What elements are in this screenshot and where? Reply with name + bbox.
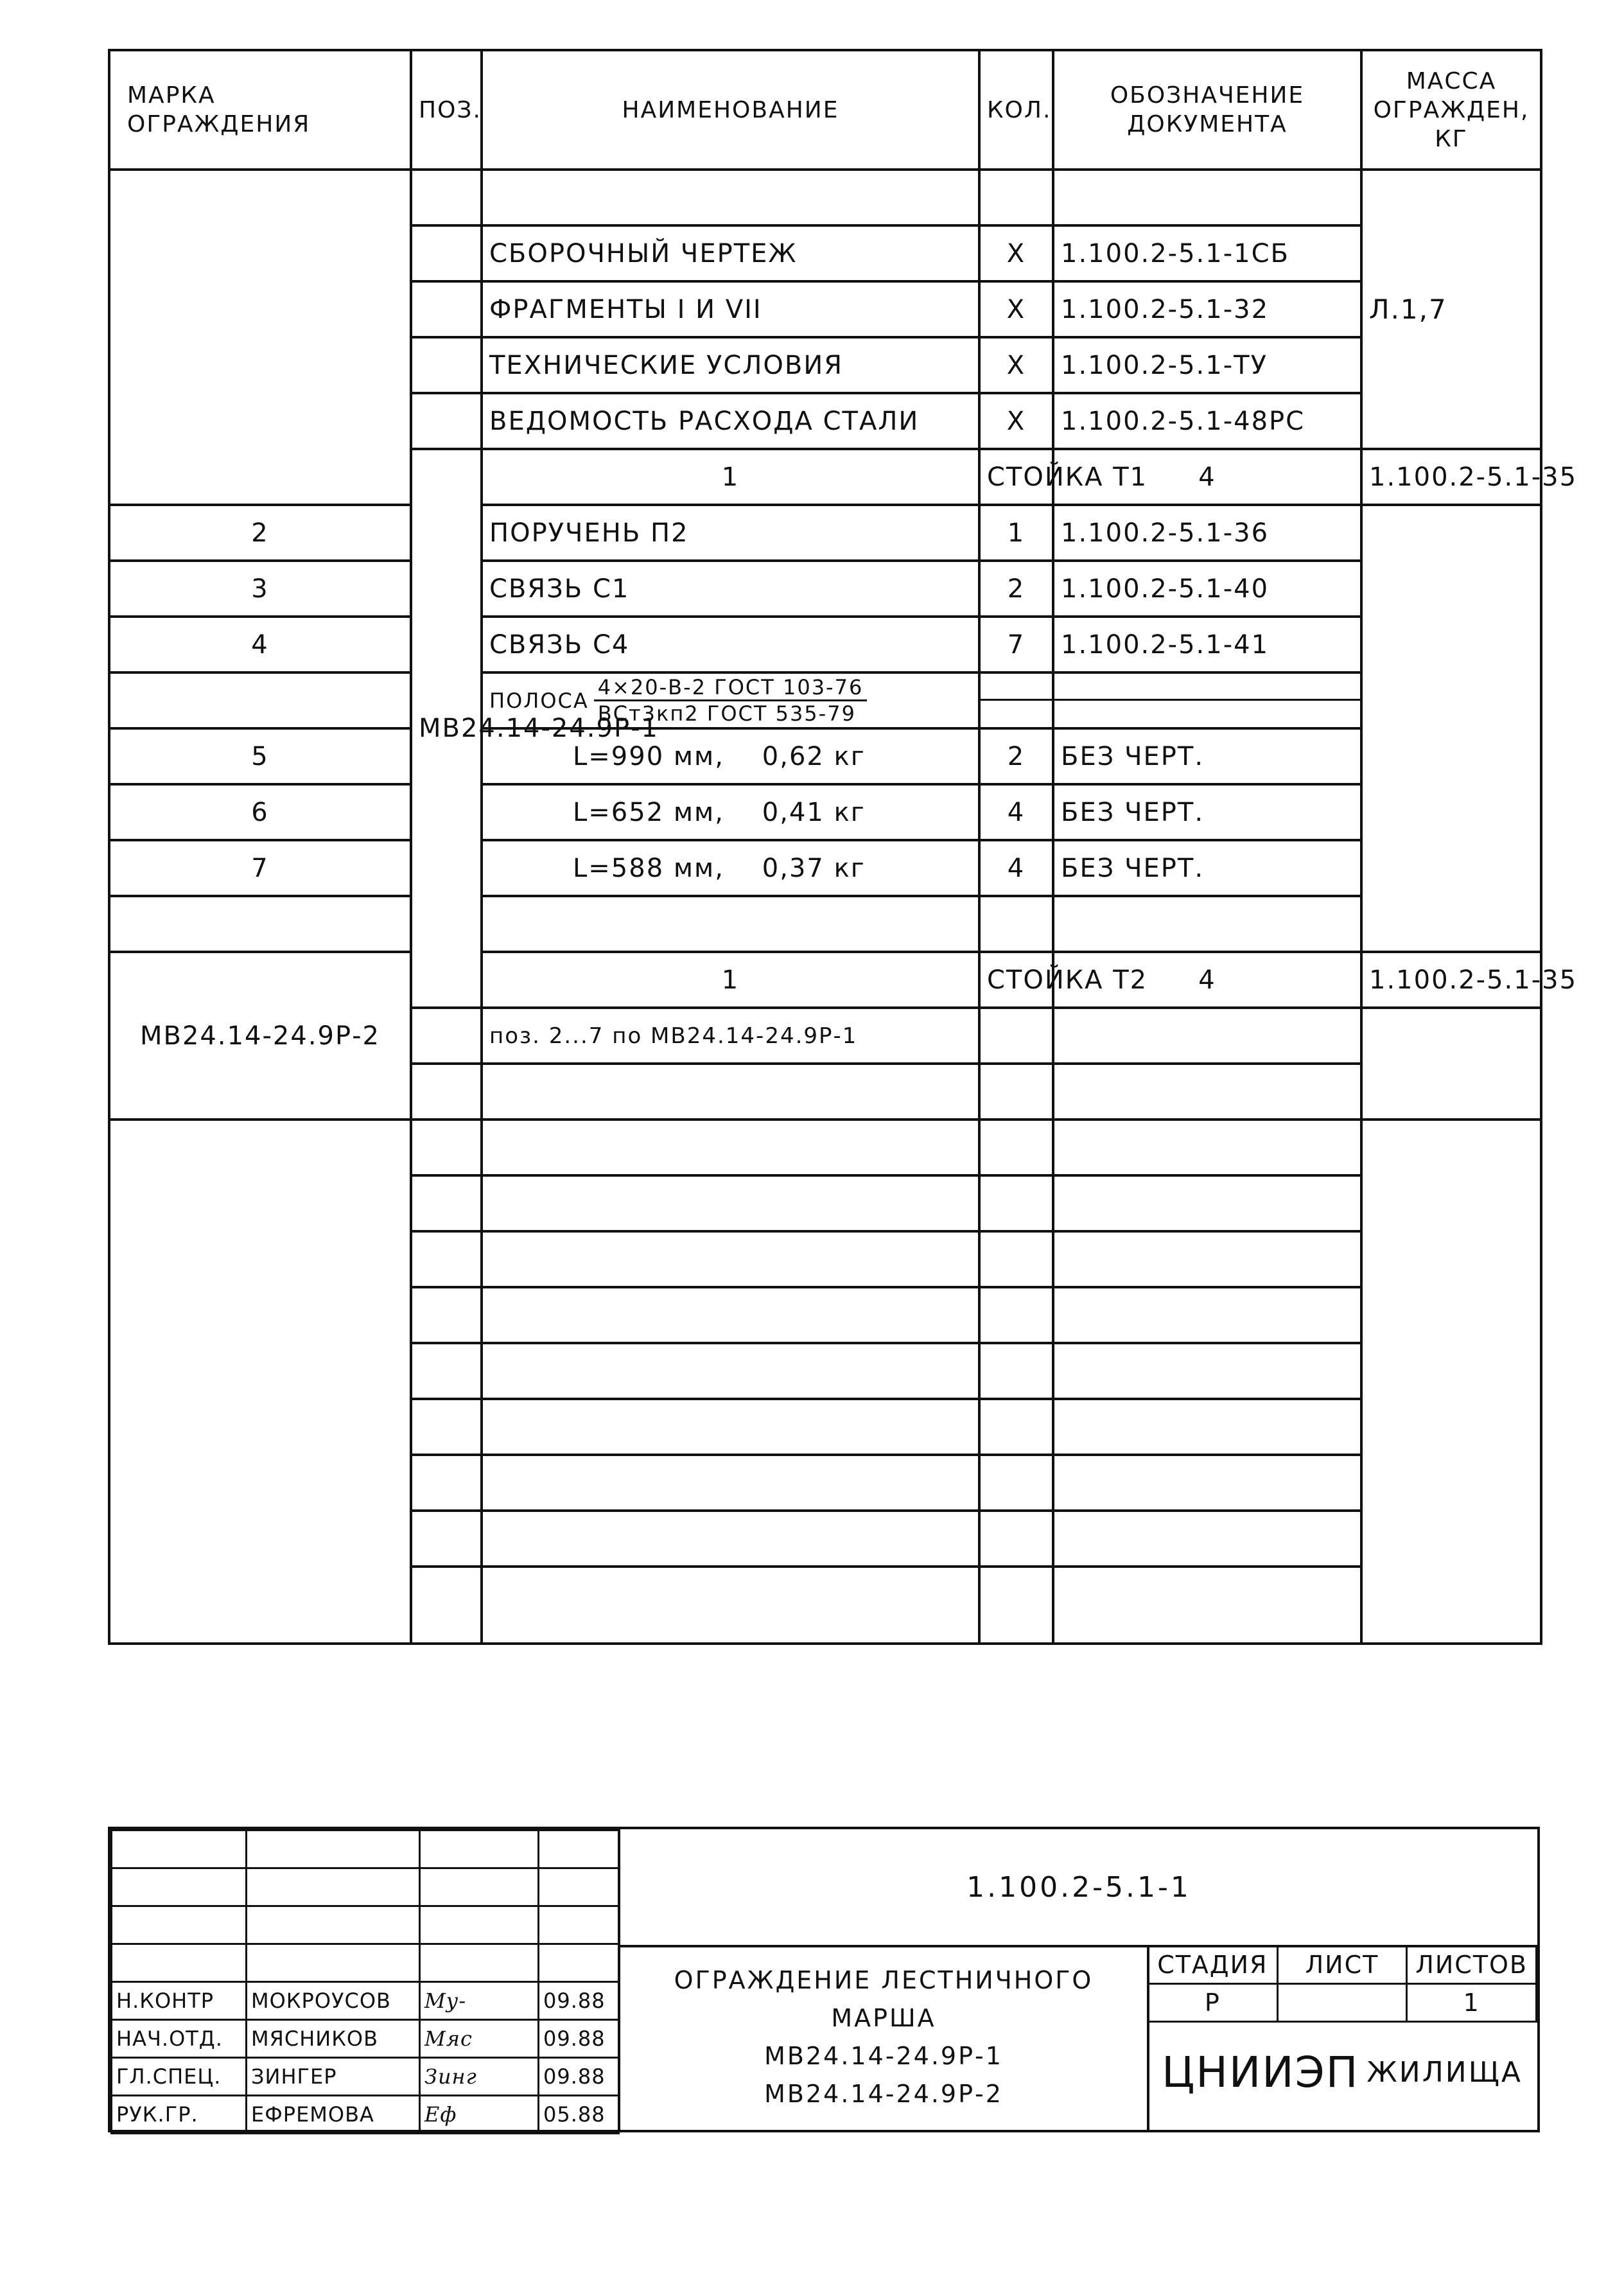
general-mass: Л.1,7 bbox=[1361, 170, 1541, 449]
signature-role: Н.КОНТР bbox=[112, 1982, 247, 2020]
table-row bbox=[109, 952, 1541, 1008]
header-qty: КОЛ. bbox=[979, 50, 1053, 170]
signature-row bbox=[112, 2020, 619, 2058]
doc-name: ФРАГМЕНТЫ I И VII bbox=[482, 281, 979, 337]
part-qty: 4 bbox=[1053, 952, 1361, 1008]
part-qty: 2 bbox=[979, 561, 1053, 617]
strip-spec-fraction bbox=[594, 675, 868, 726]
mark-cell-empty bbox=[109, 170, 411, 505]
part-qty: 2 bbox=[979, 728, 1053, 784]
pos-cell bbox=[411, 1008, 482, 1064]
doc-code: 1.100.2-5.1-1СБ bbox=[1053, 225, 1361, 281]
header-pos: ПОЗ. bbox=[411, 50, 482, 170]
table-row bbox=[109, 1120, 1541, 1175]
signature-name: МОКРОУСОВ bbox=[247, 1982, 420, 2020]
table-row bbox=[109, 505, 1541, 561]
title-block-main bbox=[618, 1829, 1537, 2130]
mark-mv-2: МВ24.14-24.9Р-2 bbox=[109, 952, 411, 1120]
doc-name: СБОРОЧНЫЙ ЧЕРТЕЖ bbox=[482, 225, 979, 281]
signature-handwritten: Зинг bbox=[420, 2058, 539, 2096]
drawing-title bbox=[620, 1945, 1149, 2130]
drawing-sheet bbox=[108, 49, 1578, 2132]
part-doc: 1.100.2-5.1-36 bbox=[1053, 505, 1361, 561]
table-row bbox=[109, 840, 1541, 896]
part-qty: 4 bbox=[979, 840, 1053, 896]
table-row bbox=[109, 728, 1541, 784]
doc-qty: Х bbox=[979, 225, 1053, 281]
sheets-header: ЛИСТОВ bbox=[1407, 1946, 1537, 1984]
signature-row bbox=[112, 2096, 619, 2134]
signature-date: 09.88 bbox=[539, 2058, 619, 2096]
pos-cell: 2 bbox=[109, 505, 411, 561]
part-length: L=588 мм, 0,37 кг bbox=[482, 840, 979, 896]
part-doc: 1.100.2-5.1-35 bbox=[1361, 952, 1541, 1008]
doc-qty: Х bbox=[979, 393, 1053, 449]
strip-steel-grade: ВСт3кп2 ГОСТ 535-79 bbox=[597, 701, 856, 726]
doc-name: ВЕДОМОСТЬ РАСХОДА СТАЛИ bbox=[482, 393, 979, 449]
signature-date: 09.88 bbox=[539, 1982, 619, 2020]
organization bbox=[1147, 2014, 1537, 2130]
signature-date: 05.88 bbox=[539, 2096, 619, 2134]
part-doc bbox=[1053, 1008, 1361, 1064]
part-qty: 7 bbox=[979, 617, 1053, 672]
header-mass: МАССА ОГРАЖДЕН, КГ bbox=[1361, 50, 1541, 170]
part-doc: БЕЗ ЧЕРТ. bbox=[1053, 784, 1361, 840]
strip-label: ПОЛОСА bbox=[489, 688, 589, 713]
org-main: ЦНИИЭП bbox=[1162, 2047, 1359, 2097]
signature-row bbox=[112, 1982, 619, 2020]
strip-material bbox=[482, 672, 979, 728]
part-qty: 4 bbox=[1053, 449, 1361, 505]
signature-handwritten: Мяс bbox=[420, 2020, 539, 2058]
part-length: L=652 мм, 0,41 кг bbox=[482, 784, 979, 840]
table-row bbox=[109, 896, 1541, 952]
signature-grid bbox=[110, 1829, 620, 2134]
doc-code: 1.100.2-5.1-ТУ bbox=[1053, 337, 1361, 393]
table-row bbox=[109, 170, 1541, 225]
signature-name: ЗИНГЕР bbox=[247, 2058, 420, 2096]
sheets-value: 1 bbox=[1407, 1984, 1537, 2022]
pos-cell: 1 bbox=[482, 449, 979, 505]
part-name: СВЯЗЬ С4 bbox=[482, 617, 979, 672]
pos-cell: 7 bbox=[109, 840, 411, 896]
signature-date: 09.88 bbox=[539, 2020, 619, 2058]
part-qty bbox=[979, 1008, 1053, 1064]
part-qty: 1 bbox=[979, 505, 1053, 561]
title-line: МВ24.14-24.9Р-2 bbox=[764, 2079, 1003, 2108]
table-row bbox=[109, 784, 1541, 840]
signature-row bbox=[112, 2058, 619, 2096]
header-doc: ОБОЗНАЧЕНИЕ ДОКУМЕНТА bbox=[1053, 50, 1361, 170]
pos-cell: 5 bbox=[109, 728, 411, 784]
mark-mv-1: МВ24.14-24.9Р-1 bbox=[411, 449, 482, 1008]
doc-name: ТЕХНИЧЕСКИЕ УСЛОВИЯ bbox=[482, 337, 979, 393]
sheet-header: ЛИСТ bbox=[1277, 1946, 1407, 1984]
table-row bbox=[109, 617, 1541, 672]
org-sub: ЖИЛИЩА bbox=[1366, 2055, 1523, 2089]
stage-value: Р bbox=[1148, 1984, 1278, 2022]
stage-table bbox=[1147, 1945, 1537, 2023]
signature-role: РУК.ГР. bbox=[112, 2096, 247, 2134]
part-name: СТОЙКА Т2 bbox=[979, 952, 1053, 1008]
header-mark: МАРКА ОГРАЖДЕНИЯ bbox=[109, 50, 411, 170]
pos-cell: 6 bbox=[109, 784, 411, 840]
doc-qty: Х bbox=[979, 337, 1053, 393]
header-row bbox=[109, 50, 1541, 170]
title-line: ОГРАЖДЕНИЕ ЛЕСТНИЧНОГО bbox=[674, 1966, 1094, 1995]
signature-role: ГЛ.СПЕЦ. bbox=[112, 2058, 247, 2096]
doc-code: 1.100.2-5.1-48РС bbox=[1053, 393, 1361, 449]
part-doc: 1.100.2-5.1-40 bbox=[1053, 561, 1361, 617]
part-doc: БЕЗ ЧЕРТ. bbox=[1053, 728, 1361, 784]
part-name: СТОЙКА Т1 bbox=[979, 449, 1053, 505]
signature-role: НАЧ.ОТД. bbox=[112, 2020, 247, 2058]
specification-table bbox=[108, 49, 1578, 1645]
signature-name: ЕФРЕМОВА bbox=[247, 2096, 420, 2134]
document-code: 1.100.2-5.1-1 bbox=[620, 1829, 1537, 1947]
mark-cell-empty bbox=[109, 1120, 411, 1644]
pos-cell: 3 bbox=[109, 561, 411, 617]
part-qty: 4 bbox=[979, 784, 1053, 840]
part-length: L=990 мм, 0,62 кг bbox=[482, 728, 979, 784]
pos-cell: 1 bbox=[482, 952, 979, 1008]
table-row bbox=[109, 561, 1541, 617]
part-name: поз. 2...7 по МВ24.14-24.9Р-1 bbox=[482, 1008, 979, 1064]
strip-material-row bbox=[109, 672, 1541, 728]
signature-handwritten: Му- bbox=[420, 1982, 539, 2020]
doc-code: 1.100.2-5.1-32 bbox=[1053, 281, 1361, 337]
pos-cell: 4 bbox=[109, 617, 411, 672]
title-line: МАРША bbox=[831, 2004, 936, 2033]
signature-name: МЯСНИКОВ bbox=[247, 2020, 420, 2058]
part-doc: 1.100.2-5.1-41 bbox=[1053, 617, 1361, 672]
part-name: СВЯЗЬ С1 bbox=[482, 561, 979, 617]
stage-header: СТАДИЯ bbox=[1148, 1946, 1278, 1984]
signature-handwritten: Еф bbox=[420, 2096, 539, 2134]
strip-profile: 4×20-В-2 ГОСТ 103-76 bbox=[594, 675, 868, 701]
part-name: ПОРУЧЕНЬ П2 bbox=[482, 505, 979, 561]
title-line: МВ24.14-24.9Р-1 bbox=[764, 2042, 1003, 2070]
part-doc: 1.100.2-5.1-35 bbox=[1361, 449, 1541, 505]
header-name: НАИМЕНОВАНИЕ bbox=[482, 50, 979, 170]
title-block bbox=[108, 1827, 1540, 2132]
doc-qty: Х bbox=[979, 281, 1053, 337]
part-doc: БЕЗ ЧЕРТ. bbox=[1053, 840, 1361, 896]
